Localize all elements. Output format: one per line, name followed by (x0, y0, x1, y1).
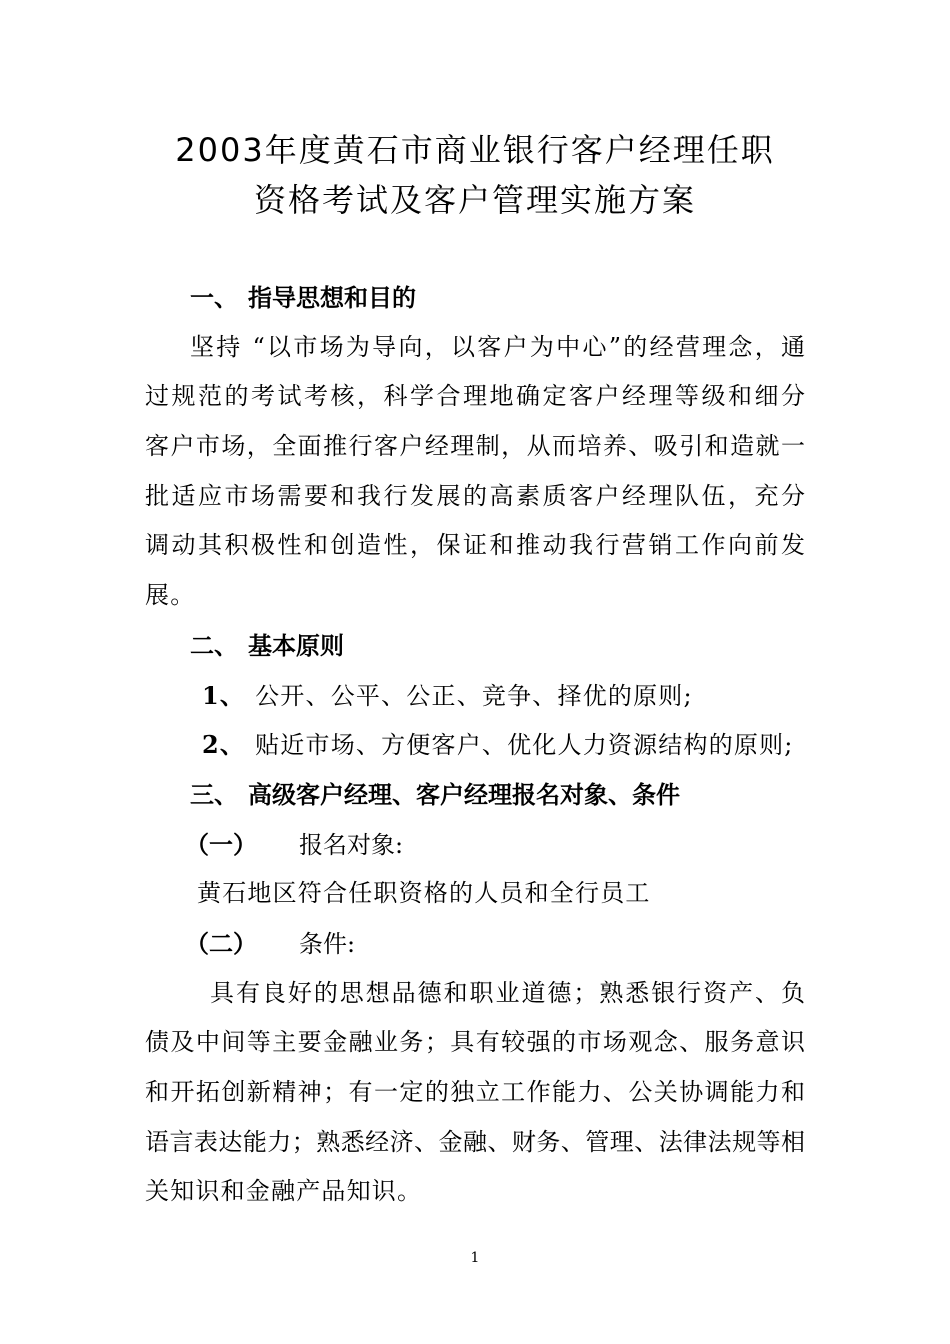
subsection-number: （二） (185, 928, 257, 958)
conditions-line-3: 和开拓创新精神；有一定的独立工作能力、公关协调能力和 (145, 1078, 805, 1106)
paragraph-line-2: 过规范的考试考核，科学合理地确定客户经理等级和细分 (145, 382, 805, 411)
section-1-heading (145, 273, 805, 323)
document-title (0, 125, 950, 225)
title-line-2: 资格考试及客户管理实施方案 (253, 181, 696, 219)
subsection-number: （一） (185, 829, 257, 859)
principle-item-2 (145, 720, 805, 770)
conditions-line-4: 语言表达能力；熟悉经济、金融、财务、管理、法律法规等相 (145, 1127, 805, 1156)
section-1-title: 指导思想和目的 (248, 283, 416, 312)
section-3-title: 高级客户经理、客户经理报名对象、条件 (248, 779, 680, 809)
paragraph-line-1: 坚持 “以市场为导向，以客户为中心”的经营理念，通 (190, 332, 805, 361)
section-2-number: 二、 (190, 630, 238, 660)
principle-text: 公开、公平、公正、竞争、择优的原则; (255, 681, 693, 710)
registration-target-text: 黄石地区符合任职资格的人员和全行员工 (197, 879, 651, 908)
page-number: 1 (470, 1250, 480, 1266)
section-3-number: 三、 (190, 779, 238, 809)
subsection-1-heading (145, 820, 805, 870)
conditions-line-5: 关知识和金融产品知识。 (145, 1177, 423, 1206)
principle-text: 贴近市场、方便客户、优化人力资源结构的原则; (255, 731, 794, 760)
conditions-line-2: 债及中间等主要金融业务；具有较强的市场观念、服务意识 (145, 1028, 805, 1057)
principle-number: 2、 (202, 730, 246, 760)
document-body (145, 273, 805, 1218)
subsection-title: 报名对象: (299, 830, 404, 859)
principle-item-1 (145, 671, 805, 721)
paragraph-line-5: 调动其积极性和创造性，保证和推动我行营销工作向前发 (145, 531, 805, 560)
section-1-paragraph (145, 323, 805, 621)
paragraph-line-3: 客户市场，全面推行客户经理制，从而培养、吸引和造就一 (145, 432, 805, 461)
conditions-paragraph (145, 969, 805, 1217)
paragraph-line-4: 批适应市场需要和我行发展的高素质客户经理队伍，充分 (145, 481, 805, 510)
section-2-title: 基本原则 (248, 630, 344, 660)
conditions-line-1: 具有良好的思想品德和职业道德；熟悉银行资产、负 (210, 978, 805, 1007)
subsection-2-heading (145, 919, 805, 969)
section-1-number: 一、 (190, 283, 238, 312)
subsection-title: 条件: (299, 929, 356, 958)
section-3-heading (145, 770, 805, 820)
principle-number: 1、 (202, 680, 246, 710)
paragraph-line-6: 展。 (145, 581, 196, 610)
section-2-heading (145, 621, 805, 671)
title-line-1: 2003年度黄石市商业银行客户经理任职 (175, 131, 775, 169)
